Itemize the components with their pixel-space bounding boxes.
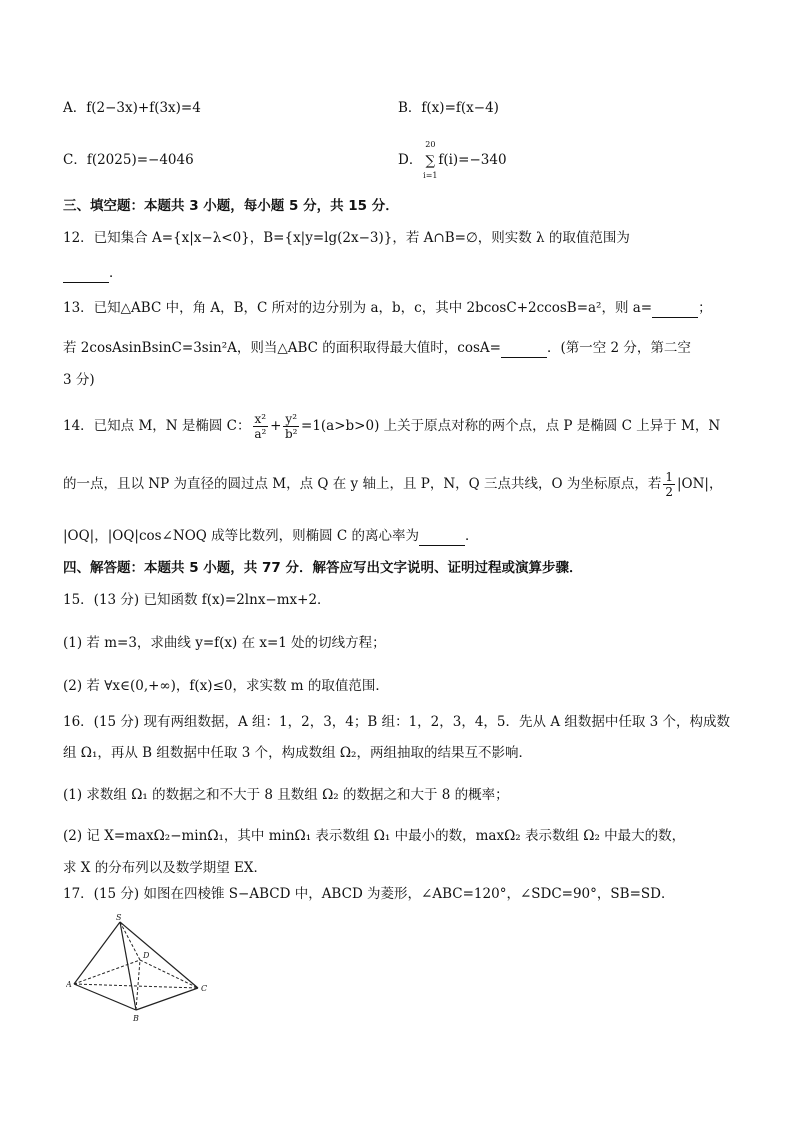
sum-upper-limit: 20 (425, 139, 436, 149)
edge-bc (136, 988, 198, 1010)
q15-part1: (1) 若 m=3，求曲线 y=f(x) 在 x=1 处的切线方程； (63, 635, 386, 651)
answer-blank (652, 303, 698, 318)
label-s: S (116, 913, 122, 922)
section3-heading: 三、填空题：本题共 3 小题，每小题 5 分，共 15 分． (63, 198, 399, 214)
label-d: D (143, 951, 150, 960)
label-a: A (66, 980, 72, 989)
q14-text-b: =1(a>b>0) 上关于原点对称的两个点，点 P 是椭圆 C 上异于 M，N (301, 418, 721, 434)
frac-numerator: x² (254, 412, 267, 426)
edge-sa (74, 922, 120, 984)
frac-numerator: y² (285, 412, 298, 426)
q14-line2 (63, 470, 722, 499)
diagonal-ac (74, 984, 198, 988)
q12-line2 (63, 263, 123, 283)
pyramid-edges (74, 922, 198, 1010)
half-fraction (663, 470, 675, 499)
q16-line2: 组 Ω₁，再从 B 组数据中任取 3 个，构成数组 Ω₂，两组抽取的结果互不影响． (63, 745, 532, 761)
section4-heading: 四、解答题：本题共 5 小题，共 77 分．解答应写出文字说明、证明过程或演算步骤． (63, 560, 583, 576)
frac-denominator: b² (284, 427, 298, 441)
frac-denominator: 2 (665, 485, 673, 499)
q14-text-c: 的一点，且以 NP 为直径的圆过点 M，点 Q 在 y 轴上，且 P，N，Q 三点共线，O 为坐标原点，若 (63, 476, 662, 492)
edge-ab (74, 984, 136, 1010)
q14-end: ． (465, 528, 479, 544)
q14-line1 (63, 412, 720, 441)
ellipse-frac-y (283, 412, 299, 441)
option-b: B．f(x)=f(x−4) (398, 100, 499, 116)
diagonal-bd (136, 960, 140, 1010)
option-c: C．f(2025)=−4046 (63, 152, 194, 168)
label-b: B (133, 1014, 139, 1023)
q16-part2: (2) 记 X=maxΩ₂−minΩ₁，其中 minΩ₁ 表示数组 Ω₁ 中最小的数，maxΩ₂ 表示数组 Ω₂ 中最大的数， (63, 828, 686, 844)
label-c: C (201, 984, 208, 993)
option-a: A．f(2−3x)+f(3x)=4 (63, 100, 201, 116)
q12-line1: 12．已知集合 A={x|x−λ<0}，B={x|y=lg(2x−3)}，若 A∩B=∅，则实数 λ 的取值范围为 (63, 230, 630, 246)
pyramid-figure (66, 912, 216, 1027)
frac-numerator: 1 (665, 470, 673, 484)
q15-line1: 15．(13 分) 已知函数 f(x)=2lnx−mx+2． (63, 592, 331, 608)
q14-text-e: |OQ|，|OQ|cos∠NOQ 成等比数列，则椭圆 C 的离心率为 (63, 528, 420, 544)
q14-line3 (63, 526, 479, 546)
q13-end2: ．(第一空 2 分，第二空 (546, 340, 691, 356)
ellipse-frac-x (253, 412, 269, 441)
option-d-prefix: D． (398, 152, 423, 168)
summation-symbol: 20 ∑ i=1 (423, 139, 438, 180)
q13-text2: 若 2cosAsinBsinC=3sin²A，则当△ABC 的面积取得最大值时，cosA= (63, 340, 501, 356)
q13-end: ； (698, 300, 712, 316)
q14-text-a: 14．已知点 M，N 是椭圆 C： (63, 418, 251, 434)
answer-blank (501, 343, 547, 358)
q16-part2-cont: 求 X 的分布列以及数学期望 EX． (63, 860, 267, 876)
q17-line1: 17．(15 分) 如图在四棱锥 S−ABCD 中，ABCD 为菱形，∠ABC=120°，∠SDC=90°，SB=SD． (63, 886, 675, 902)
q16-line1: 16．(15 分) 现有两组数据，A 组：1，2，3，4；B 组：1，2，3，4，5．先从 A 组数据中任取 3 个，构成数 (63, 714, 731, 730)
q14-text-d: |ON|， (677, 476, 723, 492)
frac-denominator: a² (254, 427, 267, 441)
edge-sc (120, 922, 198, 988)
q13-line1 (63, 298, 712, 318)
option-d (398, 139, 507, 180)
q15-part2: (2) 若 ∀x∈(0,+∞)，f(x)≤0，求实数 m 的取值范围． (63, 678, 389, 694)
q13-line2 (63, 338, 691, 358)
plus-sign: + (270, 418, 282, 434)
sum-lower-limit: i=1 (423, 170, 438, 180)
answer-blank (419, 531, 465, 546)
q13-text: 13．已知△ABC 中，角 A，B，C 所对的边分别为 a，b，c，其中 2bcosC+2ccosB=a²，则 a= (63, 300, 653, 316)
q16-part1: (1) 求数组 Ω₁ 的数据之和不大于 8 且数组 Ω₂ 的数据之和大于 8 的概率； (63, 787, 509, 803)
option-d-rest: f(i)=−340 (438, 152, 507, 168)
q13-line3: 3 分) (63, 372, 95, 388)
answer-blank (63, 268, 109, 283)
q12-end: ． (109, 265, 123, 281)
